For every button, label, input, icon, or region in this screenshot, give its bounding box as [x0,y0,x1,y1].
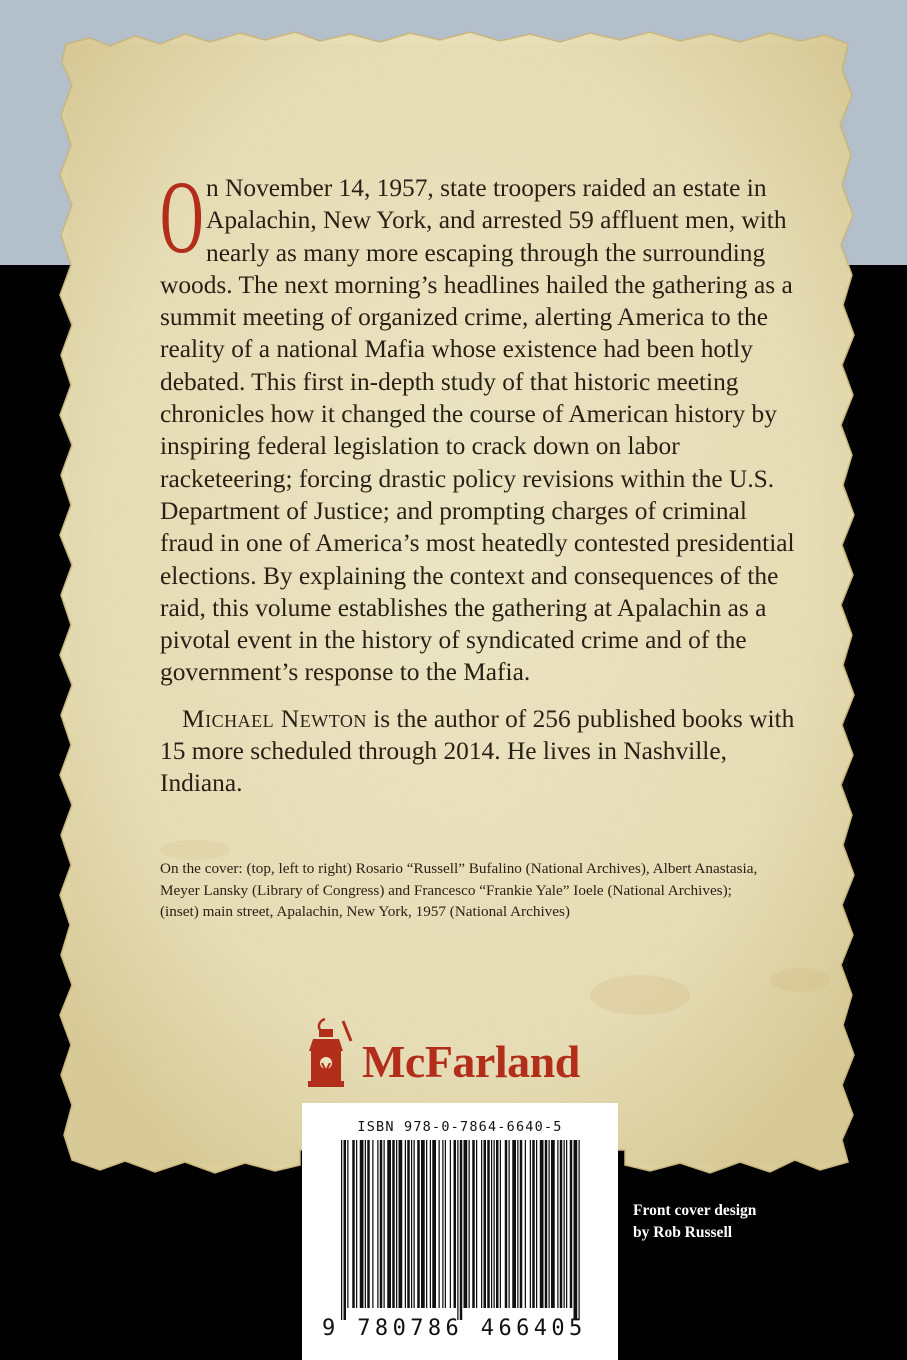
barcode-bar [460,1140,463,1320]
barcode-bar [360,1140,364,1308]
design-credit-line1: Front cover design [633,1202,757,1219]
barcode-bar [380,1140,383,1308]
barcode-bar [430,1140,431,1308]
cover-design-credit [633,1200,833,1243]
barcode-bar [341,1140,342,1320]
barcode-bar [545,1140,548,1308]
author-bio-text: is the author of 256 published books with 15 more scheduled through 2014. He lives in Nashville, Indiana. [160,704,795,798]
author-bio [160,703,800,800]
barcode-bar [505,1140,508,1308]
barcode-bar [405,1140,406,1308]
lantern-icon [305,1015,355,1095]
isbn-label: ISBN 978-0-7864-6640-5 [357,1119,563,1135]
barcode-bar [356,1140,357,1308]
barcode-bar [399,1140,403,1308]
barcode-bar [367,1140,370,1308]
barcode-bar [509,1140,510,1308]
barcode-bar [464,1140,468,1308]
barcode-bar [445,1140,446,1308]
barcode-bar [525,1140,526,1308]
barcode-bar [481,1140,482,1308]
publisher-name: McFarland [362,1036,580,1087]
barcode-graphic [341,1140,581,1320]
barcode-bar [365,1140,366,1308]
barcode-bar [352,1140,355,1308]
barcode-bar [426,1140,427,1308]
cover-photo-credits: On the cover: (top, left to right) Rosario “Russell” Bufalino (National Archives), Albert Anastasia, Meyer Lansky (Library of Congress) and Francesco “Frankie Yale” Ioele (National Archives); (inset) main street, Apalachin, New York, 1957 (National Archives) [160,860,758,920]
barcode-bar [411,1140,412,1308]
barcode-bar [442,1140,443,1308]
barcode-bar [454,1140,457,1308]
barcode-bar [532,1140,535,1308]
barcode-bar [551,1140,555,1308]
barcode-digits: 9 780786 466405 [322,1316,587,1341]
barcode-bar [417,1140,420,1308]
barcode-bar [520,1140,523,1308]
barcode-bar [457,1140,458,1320]
barcode-bar [570,1140,573,1308]
isbn-barcode-box [302,1103,618,1360]
barcode-bar [540,1140,544,1308]
barcode-bar [421,1140,425,1308]
barcode-bar [476,1140,477,1308]
barcode-bar [414,1140,415,1308]
description-paragraph [160,160,800,689]
design-credit-line2: by Rob Russell [633,1223,733,1241]
barcode-bar [407,1140,410,1308]
barcode-bar [387,1140,391,1308]
barcode-bar [377,1140,378,1308]
barcode-bar [579,1140,580,1320]
barcode-bar [549,1140,550,1308]
barcode-bar [432,1140,436,1308]
description-text: n November 14, 1957, state troopers raided an estate in Apalachin, New York, and arrested 59 affluent men, with nearly as many more escaping through the surrounding woods. The next morning’s headlines hailed the gathering as a summit meeting of organized crime, alerting America to the reality of a national Mafia whose existence had been hotly debated. This first in-depth study of that historic meeting chronicles how it changed the course of American history by inspiring federal legislation to crack down on labor racketeering; forcing drastic policy revisions within the U.S. Department of Justice; and prompting charges of criminal fraud in one of America’s most heatedly contested presidential elections. By explaining the context and consequences of the raid, this volume establishes the gathering at Apalachin as a pivotal event in the history of syndicated crime and of the government’s response to the Mafia. [160,174,795,687]
barcode-bar [560,1140,563,1308]
barcode-bar [494,1140,495,1308]
description-block [160,160,800,800]
barcode-bar [491,1140,492,1308]
barcode-bar [574,1140,578,1320]
barcode-bar [487,1140,490,1308]
barcode-bar [384,1140,385,1308]
barcode-bar [512,1140,516,1308]
barcode-bar [450,1140,451,1308]
barcode-bar [566,1140,567,1308]
barcode-bar [517,1140,518,1308]
drop-cap: O [160,160,204,275]
barcode-bar [396,1140,397,1308]
publisher-logo [305,1015,625,1095]
barcode-bar [469,1140,470,1308]
barcode-bar [496,1140,499,1308]
barcode-bar [472,1140,475,1308]
barcode-bar [530,1140,531,1308]
barcode-bar [344,1140,347,1320]
barcode-bar [500,1140,501,1308]
barcode-bar [557,1140,558,1308]
barcode-bar [392,1140,395,1308]
barcode-bar [484,1140,487,1308]
author-name: Michael Newton [182,704,367,733]
barcode-bar [439,1140,440,1308]
barcode-bar [372,1140,373,1308]
barcode-bar [536,1140,537,1308]
barcode-bar [564,1140,565,1308]
barcode-bar [347,1140,348,1308]
